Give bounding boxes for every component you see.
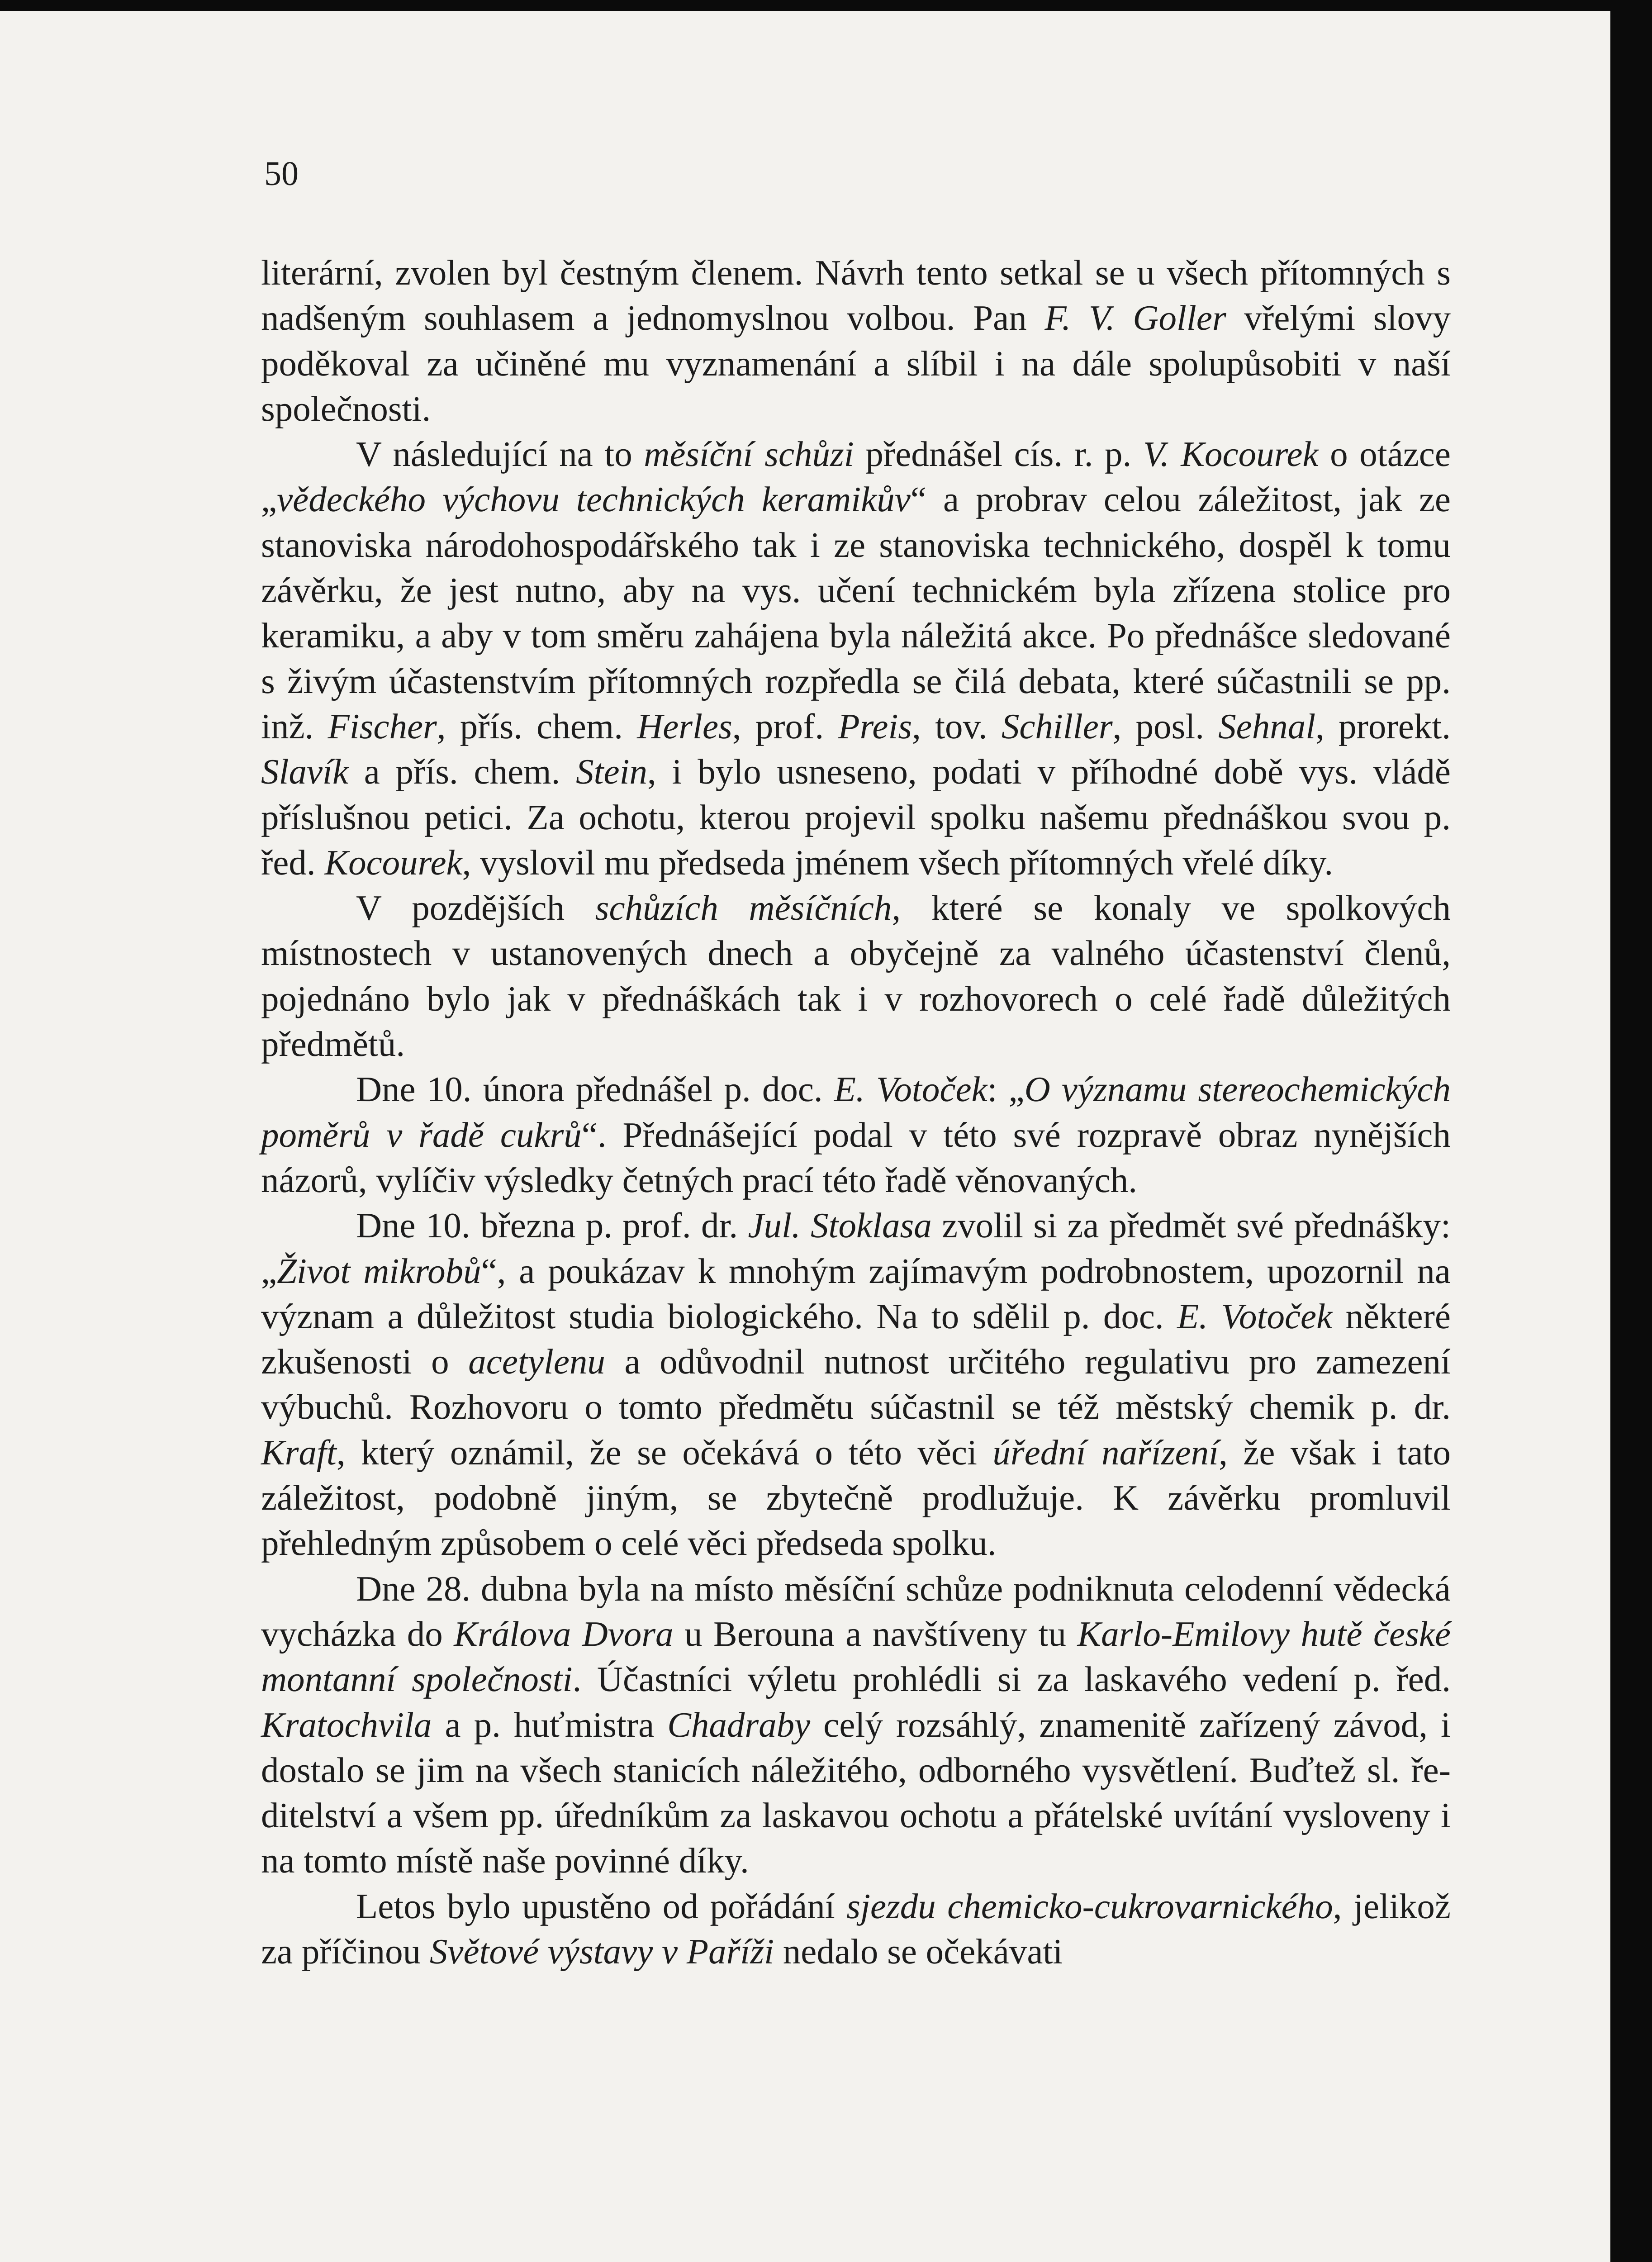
emphasized-text: F. V. Goller [1044,299,1226,338]
text-run: , které se konaly ve spolkových místnostech v ustanovených dnech a obyčejně za valného účastenství členů, pojednáno bylo jak v přednáškách tak i v rozhovorech o celé řadě důležitých předmětů. [261,889,1451,1064]
text-run: Dne 28. dubna byla na místo měsíční schůze podniknuta celodenní vědecká vycházka do [261,1569,1451,1654]
text-run: některé zkušenosti o [261,1297,1451,1382]
text-run: Dne 10. února přednášel p. doc. [356,1070,834,1110]
scanned-page [0,11,1610,2262]
emphasized-text: V. Kocourek [1143,435,1319,475]
text-run: u Berouna a navštíveny tu [673,1614,1078,1654]
emphasized-text: O významu stereochemických poměrů v řadě cukrů [261,1070,1451,1155]
paragraph [261,1567,1451,1884]
text-run: o otázce „ [261,435,1451,520]
text-run: “ a probrav celou záležitost, jak ze stanoviska národohospodářského tak i ze stanoviska technického, dospěl k tomu závěrku, že jest nutno, aby na vys. učení technickém byla zřízena stolice pro keramiku, a aby v tom směru zahájena byla náležitá akce. Po přednášce sledované s živým účastenstvím přítomných rozpředla se čilá debata, které súčastnili se pp. inž. [261,480,1451,746]
emphasized-text: Kocourek [324,843,462,883]
emphasized-text: acetylenu [468,1342,605,1382]
emphasized-text: Schiller [1001,707,1113,746]
emphasized-text: Stein [576,752,648,792]
text-run: , i bylo usneseno, podati v příhodné době vys. vládě příslušnou petici. Za ochotu, kterou projevil spolku našemu přednáškou svou p. řed. [261,752,1451,883]
emphasized-text: Sehnal [1218,707,1316,746]
emphasized-text: Kratochvila [261,1705,432,1745]
emphasized-text: Život mikrobů [277,1251,481,1291]
paragraph [261,1884,1451,1975]
paragraph [261,251,1451,432]
text-run: přednášel cís. r. p. [854,435,1143,475]
text-run: , že však i tato záležitost, podobně jiným, se zbytečně prodlužuje. K závěrku promluvil přehledným způsobem o celé věci předseda spolku. [261,1433,1451,1563]
text-run: V pozdějších [356,889,595,928]
emphasized-text: schůzích měsíčních [595,889,892,928]
text-run: zvolil si za předmět své přednášky: „ [261,1206,1451,1291]
text-run: , přís. chem. [437,707,637,746]
paragraph [261,886,1451,1067]
emphasized-text: Jul. Stoklasa [748,1206,932,1246]
emphasized-text: úřední nařízení [992,1433,1219,1473]
text-run: , tov. [912,707,1002,746]
text-run: Dne 10. března p. prof. dr. [356,1206,748,1246]
text-run: a p. huťmistra [432,1705,668,1745]
emphasized-text: sjezdu chemicko-cukrovarnického [846,1887,1333,1926]
text-run: “, a poukázav k mnohým zajímavým podrobnostem, upozornil na význam a důležitost studia biologického. Na to sdělil p. doc. [261,1251,1451,1336]
body-text [261,251,1451,1975]
text-run: , vyslovil mu předseda jménem všech přítomných vřelé díky. [462,843,1334,883]
emphasized-text: vědeckého výchovu technických keramikův [277,480,911,520]
text-run: , prof. [732,707,838,746]
emphasized-text: Fischer [328,707,437,746]
text-run: Letos bylo upustěno od pořádání [356,1887,847,1926]
emphasized-text: Herles [637,707,732,746]
text-run: vřelými slovy poděkoval za učiněné mu vyznamenání a slíbil i na dále spolupůsobiti v naší společnosti. [261,299,1451,429]
emphasized-text: Kraft [261,1433,337,1473]
emphasized-text: měsíční schůzi [644,435,854,475]
emphasized-text: Karlo-Emilovy hutě české montanní společnosti [261,1614,1451,1700]
emphasized-text: Králova Dvora [454,1614,674,1654]
text-run: a přís. chem. [348,752,576,792]
text-run: . Účastníci výletu prohlédli si za laskavého vedení p. řed. [572,1660,1451,1700]
emphasized-text: Preis [838,707,912,746]
text-run: celý rozsáhlý, znamenitě zařízený závod, i dostalo se jim na všech stanicích náležitého, odborného vysvětlení. Buďtež sl. ředitelství a všem pp. úředníkům za laskavou ochotu a přátelské uvítání vysloveny i na tomto místě naše povinné díky. [261,1705,1451,1881]
text-run: , který oznámil, že se očekává o této věci [336,1433,993,1473]
text-run: a odůvodnil nutnost určitého regulativu pro zamezení výbuchů. Rozhovoru o tomto předmětu súčastnil se též městský chemik p. dr. [261,1342,1451,1427]
text-run: , posl. [1112,707,1219,746]
text-run: V následující na to [356,435,644,475]
emphasized-text: Slavík [261,752,349,792]
paragraph [261,1067,1451,1203]
emphasized-text: E. Votoček [1177,1297,1333,1336]
text-run: “. Přednášející podal v této své rozpravě obraz nynějších názorů, vylíčiv výsledky četných prací této řadě věnovaných. [261,1115,1451,1200]
paragraph [261,432,1451,886]
text-run: , prorekt. [1315,707,1451,746]
text-run: nedalo se očekávati [774,1932,1063,1972]
emphasized-text: Chadraby [667,1705,811,1745]
text-run: : „ [987,1070,1025,1110]
emphasized-text: E. Votoček [834,1070,987,1110]
paragraph [261,1203,1451,1566]
text-run: literární, zvolen byl čestným členem. Návrh tento setkal se u všech přítomných s nadšeným souhlasem a jednomyslnou volbou. Pan [261,253,1451,338]
page-number: 50 [264,155,299,193]
emphasized-text: Světové výstavy v Paříži [429,1932,774,1972]
text-run: , jelikož za příčinou [261,1887,1451,1972]
